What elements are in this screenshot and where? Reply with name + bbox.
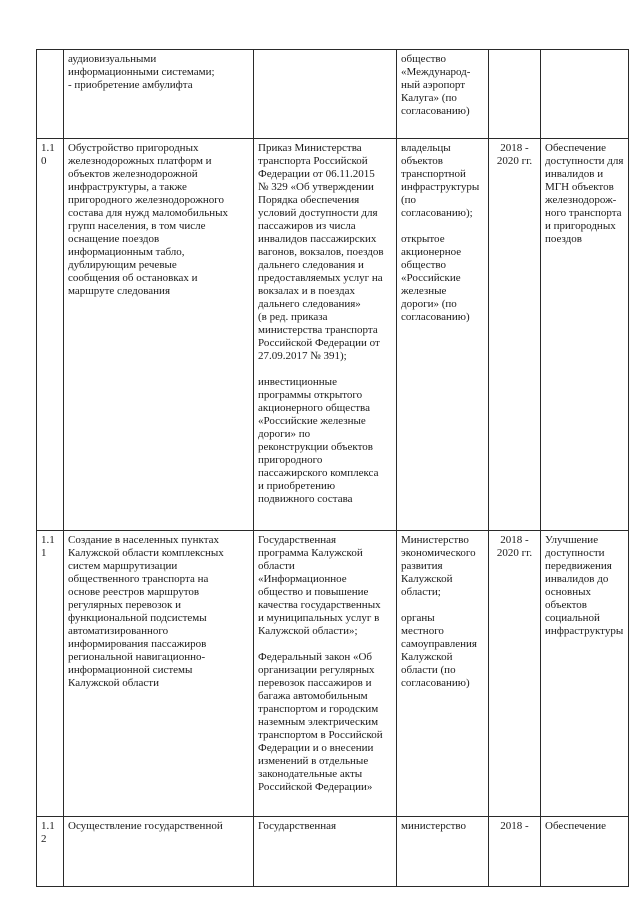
basis-cell (254, 531, 397, 817)
result-cell (541, 50, 629, 139)
period-cell: 2018 - 2020 гг. (489, 531, 541, 817)
executor-paragraph: владельцы объектов транспортной инфраструктуры (по согласованию); (401, 142, 480, 219)
measure-cell: Создание в населенных пунктах Калужской области комплексных систем маршрутизации общественного транспорта на основе реестров маршрутов регулярных перевозок и функциональной подсистемы автоматизированного информирования пассажиров региональной навигационно- информационной системы Калужской области (64, 531, 254, 817)
executor-cell (397, 531, 489, 817)
basis-paragraph: Приказ Министерства транспорта Российской Федерации от 06.11.2015 № 329 «Об утверждении Порядка обеспечения условий доступности для пассажиров из числа инвалидов пассажирских вагонов, вокзалов, поездов дальнего следования и предоставляемых услуг на вокзалах и в поездах дальнего следования» (в ред. приказа министерства транспорта Российской Федерации от 27.09.2017 № 391); (258, 142, 384, 362)
executor-paragraph: органы местного самоуправления Калужской области (по согласованию) (401, 612, 477, 689)
table-row (37, 139, 629, 531)
measures-table (36, 49, 629, 887)
measure-cell: Обустройство пригородных железнодорожных платформ и объектов железнодорожной инфраструктуры, а также пригородного железнодорожного состава для нужд маломобильных групп населения, в том числе оснащение поездов информационным табло, дублирующим речевые сообщения об остановках и маршруте следования (64, 139, 254, 531)
executor-paragraph: открытое акционерное общество «Российские железные дороги» (по согласованию) (401, 233, 470, 323)
table-row (37, 531, 629, 817)
basis-cell: Государственная (254, 817, 397, 887)
basis-cell (254, 139, 397, 531)
basis-paragraph: инвестиционные программы открытого акционерного общества «Российские железные дороги» по реконструкции объектов пригородного пассажирского комплекса и приобретению подвижного состава (258, 376, 379, 505)
period-cell (489, 50, 541, 139)
result-cell: Обеспечение (541, 817, 629, 887)
basis-cell (254, 50, 397, 139)
basis-paragraph: Государственная программа Калужской области «Информационное общество и повышение качества государственных и муниципальных услуг в Калужской области»; (258, 534, 381, 637)
executor-cell: министерство (397, 817, 489, 887)
row-number (37, 50, 64, 139)
measure-cell: Осуществление государственной (64, 817, 254, 887)
row-number: 1.11 (37, 531, 64, 817)
row-number: 1.10 (37, 139, 64, 531)
row-number: 1.12 (37, 817, 64, 887)
period-cell: 2018 - 2020 гг. (489, 139, 541, 531)
executor-cell: общество «Международ- ный аэропорт Калуга» (по согласованию) (397, 50, 489, 139)
result-cell: Улучшение доступности передвижения инвалидов до основных объектов социальной инфраструктуры (541, 531, 629, 817)
executor-cell (397, 139, 489, 531)
executor-paragraph: Министерство экономического развития Калужской области; (401, 534, 476, 598)
table-row (37, 50, 629, 139)
period-cell: 2018 - (489, 817, 541, 887)
result-cell: Обеспечение доступности для инвалидов и МГН объектов железнодорож- ного транспорта и пригородных поездов (541, 139, 629, 531)
measure-cell: аудиовизуальными информационными системами; - приобретение амбулифта (64, 50, 254, 139)
table-row (37, 817, 629, 887)
basis-paragraph: Федеральный закон «Об организации регулярных перевозок пассажиров и багажа автомобильным транспортом и городским наземным электрическим транспортом в Российской Федерации и о внесении изменений в отдельные законодательные акты Российской Федерации» (258, 651, 383, 793)
